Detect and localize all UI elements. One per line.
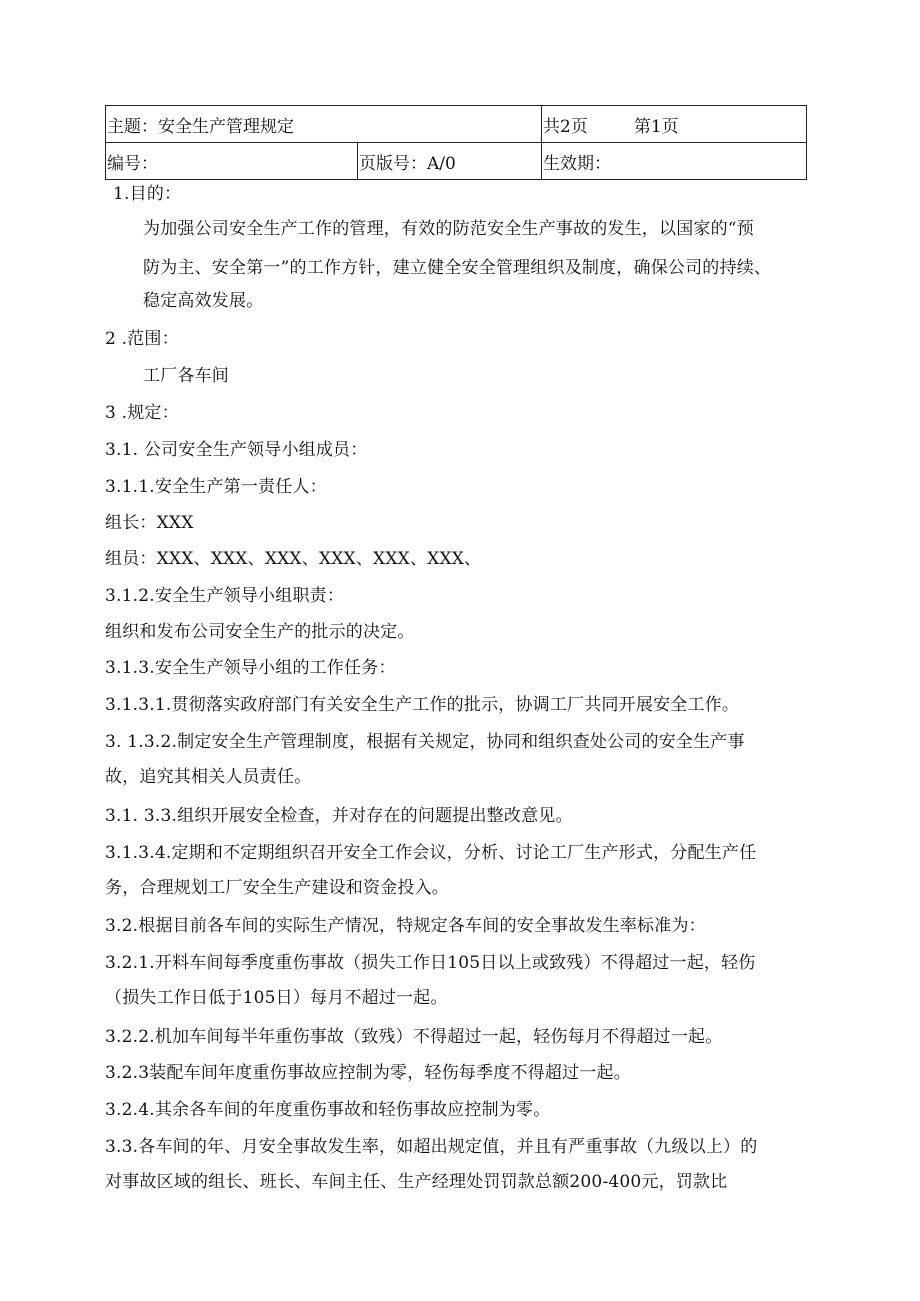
rule-3-1-3-4-line-2: 务，合理规划工厂安全生产建设和资金投入。 (105, 878, 449, 898)
rule-3-1-3-3: 3.1. 3.3.组织开展安全检查，并对存在的问题提出整改意见。 (105, 806, 573, 826)
doc-number-cell: 编号： (106, 143, 358, 180)
rule-3-1-3-2-line-2: 故，追究其相关人员责任。 (105, 767, 312, 787)
rule-3-1-3-2-line-1: 3. 1.3.2.制定安全生产管理制度，根据有关规定，协同和组织查处公司的安全生产事 (105, 732, 745, 752)
header-row-1 (106, 106, 807, 143)
scope-text: 工厂各车间 (143, 366, 229, 386)
header-row-2 (106, 143, 807, 180)
rule-3-2-1-line-1: 3.2.1.开料车间每季度重伤事故（损失工作日105日以上或致残）不得超过一起，轻伤 (105, 953, 756, 973)
purpose-text-line-1: 为加强公司安全生产工作的管理，有效的防范安全生产事故的发生，以国家的“预 (143, 219, 754, 239)
document-header-table (105, 105, 807, 180)
effective-date-cell: 生效期： (542, 143, 807, 180)
purpose-text-line-3: 稳定高效发展。 (143, 291, 264, 311)
rule-3-1-2-text: 组织和发布公司安全生产的批示的决定。 (105, 622, 415, 642)
rule-3-2: 3.2.根据目前各车间的实际生产情况，特规定各车间的安全事故发生率标准为： (105, 916, 706, 936)
purpose-heading: 1.目的： (113, 184, 182, 204)
page-count-cell (542, 106, 807, 143)
rule-3-1-3-1: 3.1.3.1.贯彻落实政府部门有关安全生产工作的批示，协调工厂共同开展安全工作。 (105, 695, 740, 715)
rule-3-1: 3.1. 公司安全生产领导小组成员： (105, 440, 368, 460)
rule-3-2-4: 3.2.4.其余各车间的年度重伤事故和轻伤事故应控制为零。 (105, 1100, 551, 1120)
rule-3-2-2: 3.2.2.机加车间每半年重伤事故（致残）不得超过一起，轻伤每月不得超过一起。 (105, 1027, 723, 1047)
scope-heading: 2 .范围： (105, 329, 179, 349)
total-pages: 共2页 (543, 116, 588, 137)
rule-3-2-3: 3.2.3装配车间年度重伤事故应控制为零，轻伤每季度不得超过一起。 (105, 1063, 631, 1083)
members-line: 组员：XXX、XXX、XXX、XXX、XXX、XXX、 (105, 549, 482, 569)
rule-3-1-3: 3.1.3.安全生产领导小组的工作任务： (105, 658, 396, 678)
version-cell: 页版号：A/0 (358, 143, 542, 180)
purpose-text-line-2: 防为主、安全第一”的工作方针，建立健全安全管理组织及制度，确保公司的持续、 (143, 258, 772, 278)
subject-cell: 主题：安全生产管理规定 (106, 106, 542, 143)
rules-heading: 3 .规定： (105, 403, 179, 423)
rule-3-3-line-1: 3.3.各车间的年、月安全事故发生率，如超出规定值，并且有严重事故（九级以上）的 (105, 1137, 758, 1157)
page-number: 第1页 (633, 116, 679, 137)
rule-3-1-2: 3.1.2.安全生产领导小组职责： (105, 586, 345, 606)
rule-3-1-3-4-line-1: 3.1.3.4.定期和不定期组织召开安全工作会议，分析、讨论工厂生产形式，分配生产任 (105, 843, 757, 863)
leader-line: 组长：XXX (105, 513, 194, 533)
rule-3-1-1: 3.1.1.安全生产第一责任人： (105, 477, 327, 497)
rule-3-3-line-2: 对事故区域的组长、班长、车间主任、生产经理处罚罚款总额200-400元，罚款比 (105, 1172, 728, 1192)
rule-3-2-1-line-2: （损失工作日低于105日）每月不超过一起。 (105, 988, 448, 1008)
